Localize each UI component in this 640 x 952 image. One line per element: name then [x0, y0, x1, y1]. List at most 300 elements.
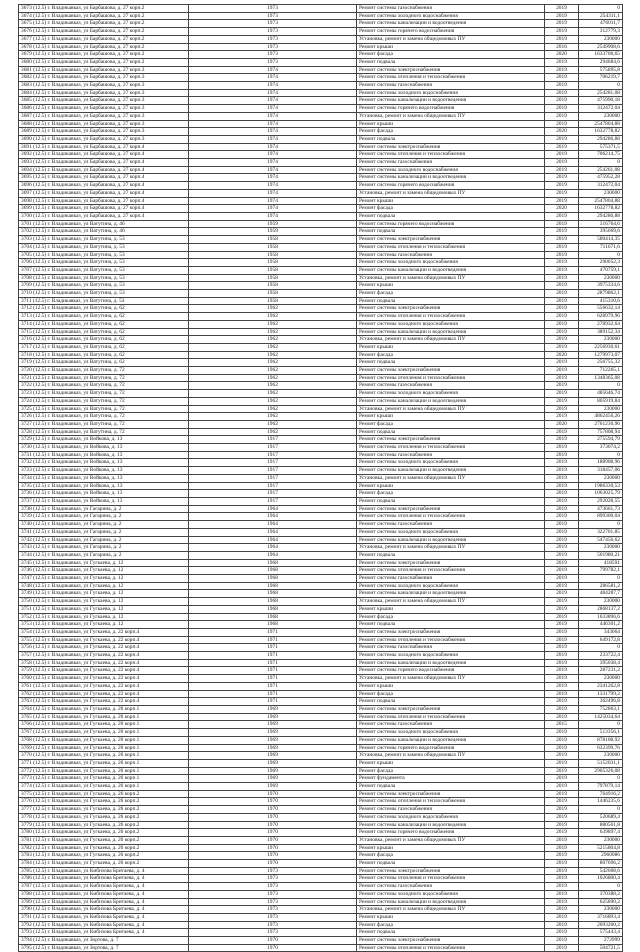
- build-year-cell: 1968: [189, 605, 357, 613]
- work-type-cell: Ремонт системы отопления и теплоснабжения: [357, 713, 545, 721]
- repair-year-cell: 2019: [545, 505, 579, 513]
- build-year-cell: 1917: [189, 467, 357, 475]
- work-type-cell: Ремонт крыши: [357, 43, 545, 51]
- address-cell: 3711 (12.5) г. Владикавказ, ул Ватутина, д. 53: [19, 297, 189, 305]
- table-row: [19, 313, 623, 321]
- table-row: [19, 397, 623, 405]
- build-year-cell: 1971: [189, 690, 357, 698]
- table-row: [19, 274, 623, 282]
- build-year-cell: 1973: [189, 58, 357, 66]
- table-row: [19, 428, 623, 436]
- repair-year-cell: 2019: [545, 89, 579, 97]
- table-row: [19, 189, 623, 197]
- table-row: [19, 143, 623, 151]
- work-type-cell: Ремонт подвала: [357, 698, 545, 706]
- cost-cell: 556632,14: [579, 305, 623, 313]
- work-type-cell: Ремонт подвала: [357, 783, 545, 791]
- work-type-cell: Ремонт системы электроснабжения: [357, 628, 545, 636]
- build-year-cell: 1958: [189, 243, 357, 251]
- address-cell: 3677 (12.5) г. Владикавказ, ул Барбашова, д. 27 корп.2: [19, 35, 189, 43]
- table-row: [19, 551, 623, 559]
- cost-cell: 395669,6: [579, 228, 623, 236]
- repair-year-cell: 2019: [545, 467, 579, 475]
- build-year-cell: 1969: [189, 767, 357, 775]
- build-year-cell: 1970: [189, 790, 357, 798]
- repair-year-cell: 2020: [545, 351, 579, 359]
- build-year-cell: 1973: [189, 35, 357, 43]
- work-type-cell: Ремонт системы газоснабжения: [357, 644, 545, 652]
- work-type-cell: Ремонт системы горячего водоснабжения: [357, 829, 545, 837]
- build-year-cell: 1917: [189, 490, 357, 498]
- build-year-cell: 1917: [189, 482, 357, 490]
- repair-year-cell: 2019: [545, 652, 579, 660]
- repair-year-cell: 2019: [545, 667, 579, 675]
- table-row: [19, 937, 623, 945]
- cost-cell: 1986330,53: [579, 482, 623, 490]
- cost-cell: 312472,04: [579, 105, 623, 113]
- address-cell: 3736 (12.5) г. Владикавказ, ул Войкова, д. 13: [19, 490, 189, 498]
- cost-cell: 1279973,07: [579, 351, 623, 359]
- work-type-cell: Ремонт системы канализации и водоотведения: [357, 659, 545, 667]
- repair-year-cell: 2019: [545, 243, 579, 251]
- address-cell: 3753 (12.5) г. Владикавказ, ул Гугкаева, д. 12: [19, 621, 189, 629]
- build-year-cell: 1969: [189, 775, 357, 783]
- build-year-cell: 1962: [189, 428, 357, 436]
- table-row: [19, 613, 623, 621]
- work-type-cell: Ремонт подвала: [357, 621, 545, 629]
- table-row: [19, 320, 623, 328]
- cost-cell: 389152,34: [579, 328, 623, 336]
- repair-year-cell: 2019: [545, 498, 579, 506]
- address-cell: 3789 (12.5) г. Владикавказ, ул Кибизова Бритаева, д. 4: [19, 898, 189, 906]
- repair-year-cell: 2019: [545, 5, 579, 13]
- work-type-cell: Ремонт системы электроснабжения: [357, 505, 545, 513]
- address-cell: 3743 (12.5) г. Владикавказ, ул Гагарина, д. 2: [19, 544, 189, 552]
- work-type-cell: Ремонт фасада: [357, 420, 545, 428]
- table-row: [19, 682, 623, 690]
- table-row: [19, 759, 623, 767]
- cost-cell: 752863,1: [579, 705, 623, 713]
- repair-year-cell: 2019: [545, 821, 579, 829]
- repair-year-cell: 2019: [545, 444, 579, 452]
- build-year-cell: 1970: [189, 821, 357, 829]
- work-type-cell: Ремонт подвала: [357, 58, 545, 66]
- table-row: [19, 297, 623, 305]
- work-type-cell: Ремонт системы канализации и водоотведения: [357, 97, 545, 105]
- build-year-cell: 1917: [189, 498, 357, 506]
- table-row: [19, 359, 623, 367]
- work-type-cell: Ремонт фасада: [357, 290, 545, 298]
- cost-cell: 188908,96: [579, 459, 623, 467]
- address-cell: 3751 (12.5) г. Владикавказ, ул Гугкаева, д. 12: [19, 605, 189, 613]
- work-type-cell: Ремонт фасада: [357, 51, 545, 59]
- build-year-cell: 1973: [189, 890, 357, 898]
- repair-year-cell: 2019: [545, 236, 579, 244]
- cost-cell: 0: [579, 5, 623, 13]
- build-year-cell: 1969: [189, 752, 357, 760]
- table-row: [19, 490, 623, 498]
- table-row: [19, 575, 623, 583]
- address-cell: 3717 (12.5) г. Владикавказ, ул Ватутина, д. 62: [19, 343, 189, 351]
- cost-cell: 625890,2: [579, 898, 623, 906]
- repair-year-cell: 2019: [545, 844, 579, 852]
- repair-year-cell: 2019: [545, 582, 579, 590]
- cost-cell: 520689,4: [579, 813, 623, 821]
- repair-year-cell: 2019: [545, 66, 579, 74]
- table-row: [19, 51, 623, 59]
- address-cell: 3696 (12.5) г. Владикавказ, ул Барбашова, д. 27 корп.4: [19, 182, 189, 190]
- repair-year-cell: 2019: [545, 590, 579, 598]
- repair-year-cell: 2019: [545, 698, 579, 706]
- work-type-cell: Ремонт подвала: [357, 860, 545, 868]
- cost-cell: 1348365,08: [579, 374, 623, 382]
- repair-year-cell: 2019: [545, 112, 579, 120]
- work-type-cell: Установка, ремонт и замена общедомовых ПУ: [357, 752, 545, 760]
- repair-year-cell: 2019: [545, 644, 579, 652]
- address-cell: 3733 (12.5) г. Владикавказ, ул Войкова, д. 13: [19, 467, 189, 475]
- work-type-cell: Установка, ремонт и замена общедомовых ПУ: [357, 405, 545, 413]
- address-cell: 3781 (12.5) г. Владикавказ, ул Гугкаева, д. 26 корп.2: [19, 836, 189, 844]
- cost-cell: 649172,8: [579, 636, 623, 644]
- table-row: [19, 105, 623, 113]
- repair-year-cell: 2019: [545, 274, 579, 282]
- repair-year-cell: 2019: [545, 135, 579, 143]
- address-cell: 3714 (12.5) г. Владикавказ, ул Ватутина, д. 62: [19, 320, 189, 328]
- repair-year-cell: 2019: [545, 151, 579, 159]
- address-cell: 3692 (12.5) г. Владикавказ, ул Барбашова, д. 27 корп.4: [19, 151, 189, 159]
- cost-cell: 254281,08: [579, 89, 623, 97]
- build-year-cell: 1973: [189, 883, 357, 891]
- work-type-cell: Ремонт подвала: [357, 297, 545, 305]
- work-type-cell: Ремонт подвала: [357, 212, 545, 220]
- table-row: [19, 351, 623, 359]
- build-year-cell: 1962: [189, 397, 357, 405]
- address-cell: 3673 (12.5) г. Владикавказ, ул Барбашова, д. 27 корп.2: [19, 5, 189, 13]
- address-cell: 3739 (12.5) г. Владикавказ, ул Гагарина, д. 2: [19, 513, 189, 521]
- table-row: [19, 860, 623, 868]
- work-type-cell: Ремонт системы электроснабжения: [357, 436, 545, 444]
- build-year-cell: 1969: [189, 736, 357, 744]
- repair-year-cell: 2019: [545, 836, 579, 844]
- cost-cell: 575443,4: [579, 929, 623, 937]
- build-year-cell: 1962: [189, 367, 357, 375]
- cost-cell: 476011,7: [579, 20, 623, 28]
- address-cell: 3682 (12.5) г. Владикавказ, ул Барбашова, д. 27 корп.3: [19, 74, 189, 82]
- work-type-cell: Ремонт подвала: [357, 929, 545, 937]
- cost-cell: 294286,88: [579, 212, 623, 220]
- repair-year-cell: 2019: [545, 320, 579, 328]
- address-cell: 3708 (12.5) г. Владикавказ, ул Ватутина, д. 53: [19, 274, 189, 282]
- build-year-cell: 1962: [189, 382, 357, 390]
- cost-cell: 575371,5: [579, 143, 623, 151]
- repair-year-cell: 2019: [545, 413, 579, 421]
- cost-cell: 706219,7: [579, 74, 623, 82]
- build-year-cell: 1962: [189, 328, 357, 336]
- repair-year-cell: 2019: [545, 829, 579, 837]
- repair-year-cell: 2019: [545, 675, 579, 683]
- address-cell: 3723 (12.5) г. Владикавказ, ул Ватутина, д. 72: [19, 390, 189, 398]
- work-type-cell: Ремонт системы электроснабжения: [357, 143, 545, 151]
- work-type-cell: Ремонт системы холодного водоснабжения: [357, 166, 545, 174]
- address-cell: 3709 (12.5) г. Владикавказ, ул Ватутина, д. 53: [19, 282, 189, 290]
- repair-year-cell: 2019: [545, 713, 579, 721]
- address-cell: 3724 (12.5) г. Владикавказ, ул Ватутина, д. 72: [19, 397, 189, 405]
- table-row: [19, 744, 623, 752]
- work-type-cell: Ремонт системы отопления и теплоснабжения: [357, 313, 545, 321]
- cost-cell: 2547804,88: [579, 120, 623, 128]
- address-cell: 3720 (12.5) г. Владикавказ, ул Ватутина, д. 72: [19, 367, 189, 375]
- repair-year-cell: 2019: [545, 860, 579, 868]
- cost-cell: 470759,1: [579, 266, 623, 274]
- cost-cell: 287231,2: [579, 667, 623, 675]
- table-row: [19, 89, 623, 97]
- work-type-cell: Ремонт системы канализации и водоотведения: [357, 467, 545, 475]
- capital-repair-table: [18, 4, 623, 952]
- work-type-cell: Ремонт системы отопления и теплоснабжения: [357, 444, 545, 452]
- work-type-cell: Ремонт системы холодного водоснабжения: [357, 12, 545, 20]
- table-row: [19, 652, 623, 660]
- build-year-cell: 1962: [189, 313, 357, 321]
- build-year-cell: 1973: [189, 51, 357, 59]
- table-row: [19, 413, 623, 421]
- table-row: [19, 767, 623, 775]
- cost-cell: 256755,32: [579, 359, 623, 367]
- work-type-cell: Ремонт системы канализации и водоотведения: [357, 536, 545, 544]
- build-year-cell: 1973: [189, 929, 357, 937]
- repair-year-cell: 2019: [545, 459, 579, 467]
- build-year-cell: 1974: [189, 143, 357, 151]
- build-year-cell: 1970: [189, 844, 357, 852]
- table-row: [19, 890, 623, 898]
- address-cell: 3784 (12.5) г. Владикавказ, ул Гугкаева, д. 26 корп.2: [19, 860, 189, 868]
- cost-cell: 485646,74: [579, 390, 623, 398]
- table-row: [19, 405, 623, 413]
- work-type-cell: Ремонт системы электроснабжения: [357, 705, 545, 713]
- cost-cell: 580414,35: [579, 236, 623, 244]
- repair-year-cell: 2019: [545, 297, 579, 305]
- build-year-cell: 1917: [189, 444, 357, 452]
- table-row: [19, 852, 623, 860]
- table-row: [19, 783, 623, 791]
- build-year-cell: 1974: [189, 205, 357, 213]
- repair-year-cell: 2019: [545, 729, 579, 737]
- cost-cell: 2960086: [579, 852, 623, 860]
- address-cell: 3722 (12.5) г. Владикавказ, ул Ватутина, д. 72: [19, 382, 189, 390]
- repair-year-cell: 2020: [545, 128, 579, 136]
- work-type-cell: Установка, ремонт и замена общедомовых ПУ: [357, 906, 545, 914]
- table-row: [19, 944, 623, 952]
- build-year-cell: 1974: [189, 166, 357, 174]
- table-row: [19, 713, 623, 721]
- build-year-cell: 1974: [189, 120, 357, 128]
- cost-cell: 254261,08: [579, 166, 623, 174]
- repair-year-cell: 2019: [545, 636, 579, 644]
- work-type-cell: Ремонт системы канализации и водоотведения: [357, 328, 545, 336]
- table-row: [19, 128, 623, 136]
- build-year-cell: 1917: [189, 474, 357, 482]
- cost-cell: 0: [579, 521, 623, 529]
- table-row: [19, 582, 623, 590]
- work-type-cell: Ремонт системы отопления и теплоснабжения: [357, 875, 545, 883]
- address-cell: 3768 (12.5) г. Владикавказ, ул Гугкаева, д. 26 корп.1: [19, 736, 189, 744]
- cost-cell: 764916,2: [579, 790, 623, 798]
- cost-cell: 632399,76: [579, 744, 623, 752]
- cost-cell: 230000: [579, 752, 623, 760]
- address-cell: 3695 (12.5) г. Владикавказ, ул Барбашова, д. 27 корп.4: [19, 174, 189, 182]
- cost-cell: 1425034,64: [579, 713, 623, 721]
- address-cell: 3794 (12.5) г. Владикавказ, ул Зортова, д. 7: [19, 937, 189, 945]
- cost-cell: 4862456,26: [579, 413, 623, 421]
- address-cell: 3679 (12.5) г. Владикавказ, ул Барбашова, д. 27 корп.2: [19, 51, 189, 59]
- repair-year-cell: 2019: [545, 197, 579, 205]
- address-cell: 3712 (12.5) г. Владикавказ, ул Ватутина, д. 62: [19, 305, 189, 313]
- cost-cell: 878108,92: [579, 736, 623, 744]
- address-cell: 3690 (12.5) г. Владикавказ, ул Барбашова, д. 27 корп.3: [19, 135, 189, 143]
- work-type-cell: Ремонт системы холодного водоснабжения: [357, 89, 545, 97]
- table-row: [19, 875, 623, 883]
- cost-cell: 230000: [579, 112, 623, 120]
- cost-cell: 343064: [579, 628, 623, 636]
- table-row: [19, 567, 623, 575]
- address-cell: 3759 (12.5) г. Владикавказ, ул Гугкаева, д. 22 корп.4: [19, 667, 189, 675]
- address-cell: 3737 (12.5) г. Владикавказ, ул Войкова, д. 13: [19, 498, 189, 506]
- address-cell: 3680 (12.5) г. Владикавказ, ул Барбашова, д. 27 корп.2: [19, 58, 189, 66]
- cost-cell: 5152031,1: [579, 759, 623, 767]
- address-cell: 3760 (12.5) г. Владикавказ, ул Гугкаева, д. 22 корп.4: [19, 675, 189, 683]
- table-row: [19, 35, 623, 43]
- cost-cell: 0: [579, 806, 623, 814]
- repair-year-cell: 2019: [545, 682, 579, 690]
- cost-cell: 712265,1: [579, 367, 623, 375]
- work-type-cell: Установка, ремонт и замена общедомовых ПУ: [357, 35, 545, 43]
- cost-cell: 322701,85: [579, 528, 623, 536]
- address-cell: 3698 (12.5) г. Владикавказ, ул Барбашова, д. 27 корп.4: [19, 197, 189, 205]
- address-cell: 3726 (12.5) г. Владикавказ, ул Ватутина, д. 72: [19, 413, 189, 421]
- address-cell: 3741 (12.5) г. Владикавказ, ул Гагарина, д. 2: [19, 528, 189, 536]
- address-cell: 3702 (12.5) г. Владикавказ, ул Ватутина, д. 46: [19, 228, 189, 236]
- table-row: [19, 228, 623, 236]
- table-row: [19, 97, 623, 105]
- table-row: [19, 451, 623, 459]
- build-year-cell: 1971: [189, 667, 357, 675]
- table-row: [19, 43, 623, 51]
- work-type-cell: Ремонт крыши: [357, 413, 545, 421]
- repair-year-cell: 2019: [545, 544, 579, 552]
- repair-year-cell: 2019: [545, 605, 579, 613]
- cost-cell: 312779,3: [579, 28, 623, 36]
- address-cell: 3689 (12.5) г. Владикавказ, ул Барбашова, д. 27 корп.3: [19, 128, 189, 136]
- table-row: [19, 883, 623, 891]
- work-type-cell: Ремонт системы канализации и водоотведения: [357, 590, 545, 598]
- address-cell: 3697 (12.5) г. Владикавказ, ул Барбашова, д. 27 корп.4: [19, 189, 189, 197]
- work-type-cell: Ремонт системы холодного водоснабжения: [357, 890, 545, 898]
- repair-year-cell: 2019: [545, 551, 579, 559]
- table-row: [19, 559, 623, 567]
- work-type-cell: Установка, ремонт и замена общедомовых ПУ: [357, 336, 545, 344]
- cost-cell: 475952,28: [579, 174, 623, 182]
- repair-year-cell: 2019: [545, 490, 579, 498]
- repair-year-cell: 2019: [545, 613, 579, 621]
- repair-year-cell: 2019: [545, 359, 579, 367]
- table-row: [19, 667, 623, 675]
- repair-year-cell: 2019: [545, 166, 579, 174]
- cost-cell: 2879862,1: [579, 290, 623, 298]
- repair-year-cell: 2019: [545, 575, 579, 583]
- cost-cell: 2905326,08: [579, 767, 623, 775]
- work-type-cell: Ремонт системы отопления и теплоснабжения: [357, 798, 545, 806]
- table-row: [19, 212, 623, 220]
- build-year-cell: 1973: [189, 875, 357, 883]
- repair-year-cell: 2019: [545, 567, 579, 575]
- cost-cell: 294286,88: [579, 135, 623, 143]
- work-type-cell: Ремонт крыши: [357, 682, 545, 690]
- cost-cell: 1063025,79: [579, 490, 623, 498]
- build-year-cell: 1969: [189, 783, 357, 791]
- build-year-cell: 1970: [189, 798, 357, 806]
- build-year-cell: 1958: [189, 266, 357, 274]
- repair-year-cell: 2019: [545, 867, 579, 875]
- table-row: [19, 336, 623, 344]
- build-year-cell: 1964: [189, 536, 357, 544]
- address-cell: 3730 (12.5) г. Владикавказ, ул Войкова, д. 13: [19, 444, 189, 452]
- build-year-cell: 1974: [189, 135, 357, 143]
- cost-cell: 1633896,6: [579, 613, 623, 621]
- repair-year-cell: 2019: [545, 559, 579, 567]
- address-cell: 3675 (12.5) г. Владикавказ, ул Барбашова, д. 27 корп.2: [19, 20, 189, 28]
- work-type-cell: Ремонт системы газоснабжения: [357, 575, 545, 583]
- work-type-cell: Ремонт системы холодного водоснабжения: [357, 813, 545, 821]
- table-row: [19, 467, 623, 475]
- address-cell: 3705 (12.5) г. Владикавказ, ул Ватутина, д. 53: [19, 251, 189, 259]
- table-row: [19, 605, 623, 613]
- build-year-cell: 1974: [189, 197, 357, 205]
- address-cell: 3764 (12.5) г. Владикавказ, ул Гугкаева, д. 26 корп.1: [19, 705, 189, 713]
- address-cell: 3766 (12.5) г. Владикавказ, ул Гугкаева, д. 26 корп.1: [19, 721, 189, 729]
- repair-year-cell: 2019: [545, 282, 579, 290]
- table-row: [19, 5, 623, 13]
- build-year-cell: 1971: [189, 698, 357, 706]
- work-type-cell: Ремонт крыши: [357, 197, 545, 205]
- repair-year-cell: 2019: [545, 937, 579, 945]
- cost-cell: 0: [579, 775, 623, 783]
- address-cell: 3746 (12.5) г. Владикавказ, ул Гугкаева, д. 12: [19, 567, 189, 575]
- work-type-cell: Ремонт системы газоснабжения: [357, 382, 545, 390]
- work-type-cell: Установка, ремонт и замена общедомовых ПУ: [357, 836, 545, 844]
- table-row: [19, 459, 623, 467]
- document-sheet: [18, 4, 622, 952]
- table-row: [19, 182, 623, 190]
- repair-year-cell: 2019: [545, 405, 579, 413]
- table-row: [19, 806, 623, 814]
- table-row: [19, 698, 623, 706]
- address-cell: 3744 (12.5) г. Владикавказ, ул Гагарина, д. 2: [19, 551, 189, 559]
- build-year-cell: 1969: [189, 721, 357, 729]
- repair-year-cell: 2019: [545, 482, 579, 490]
- table-row: [19, 135, 623, 143]
- repair-year-cell: 2019: [545, 744, 579, 752]
- cost-cell: 0: [579, 159, 623, 167]
- table-row: [19, 829, 623, 837]
- cost-cell: 1632778,82: [579, 205, 623, 213]
- build-year-cell: 1973: [189, 921, 357, 929]
- address-cell: 3750 (12.5) г. Владикавказ, ул Гугкаева, д. 12: [19, 598, 189, 606]
- repair-year-cell: 2019: [545, 336, 579, 344]
- repair-year-cell: 2019: [545, 521, 579, 529]
- cost-cell: 290652,3: [579, 259, 623, 267]
- table-row: [19, 528, 623, 536]
- repair-year-cell: 2019: [545, 752, 579, 760]
- cost-cell: 230000: [579, 598, 623, 606]
